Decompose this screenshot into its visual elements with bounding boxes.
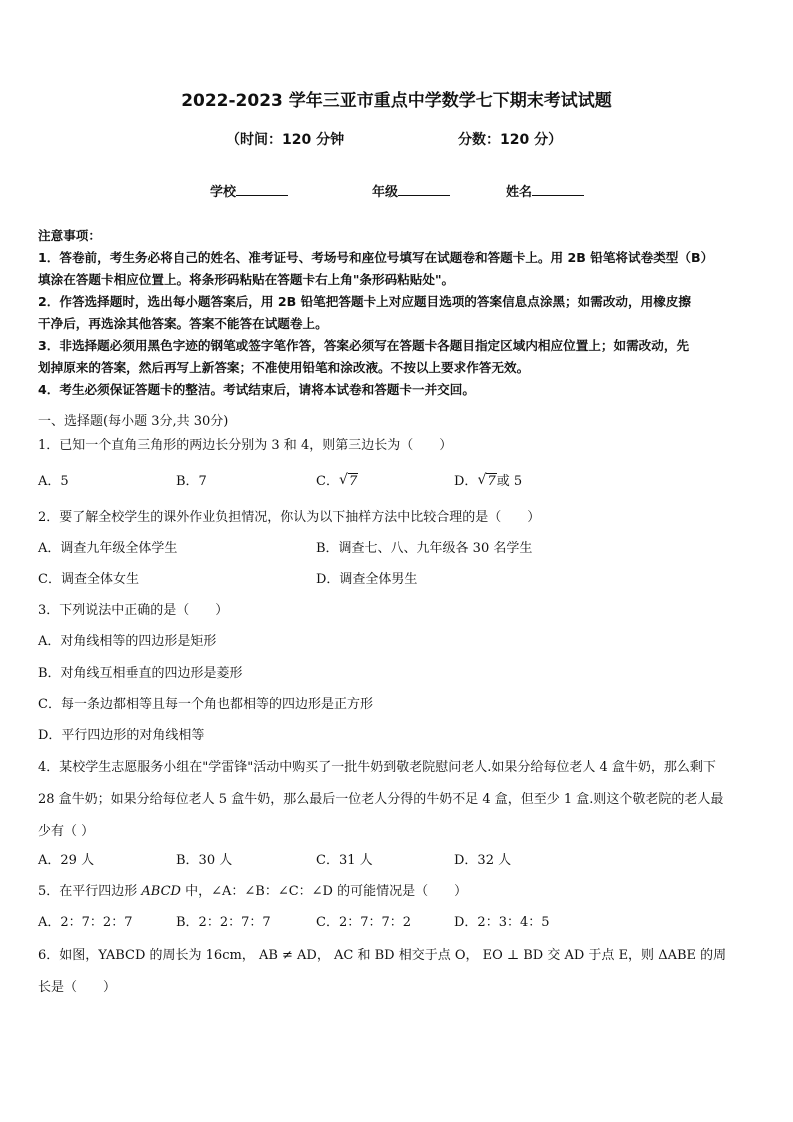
question-5-stem [38, 882, 467, 902]
sqrt-symbol: √ 7 [477, 472, 496, 489]
q1-option-d-suffix: 或 5 [496, 474, 523, 489]
q5-option-a: A．2：7：2：7 [38, 915, 133, 930]
q1-option-d-radicand: 7 [487, 474, 496, 489]
q3-option-b: B．对角线互相垂直的四边形是菱形 [38, 666, 243, 681]
notes-heading: 注意事项： [38, 228, 101, 243]
section-title: 一、选择题(每小题 3分,共 30分) [38, 414, 229, 429]
note-line: 1．答卷前，考生务必将自己的姓名、准考证号、考场号和座位号填写在试题卷和答题卡上。用 2B 铅笔将试卷类型（B） [38, 250, 714, 265]
q4-option-d: D．32 人 [454, 853, 512, 868]
name-blank [532, 183, 584, 196]
q4-option-a: A．29 人 [38, 853, 95, 868]
q5-stem-end: 的可能情况是（ ） [332, 884, 468, 899]
note-line: 4．考生必须保证答题卡的整洁。考试结束后，请将本试卷和答题卡一并交回。 [38, 382, 475, 397]
q3-option-a: A．对角线相等的四边形是矩形 [38, 634, 217, 649]
note-line: 3．非选择题必须用黑色字迹的钢笔或签字笔作答，答案必须写在答题卡各题目指定区域内相应位置上；如需改动，先 [38, 338, 690, 353]
name-label: 姓名 [506, 185, 533, 200]
q1-option-d-prefix: D． [454, 474, 478, 489]
q2-option-d: D．调查全体男生 [316, 572, 418, 587]
q5-option-b: B．2：2：7：7 [176, 915, 271, 930]
q5-option-d: D．2：3：4：5 [454, 915, 550, 930]
q1-option-a: A．5 [38, 474, 69, 489]
q2-option-b: B．调查七、八、九年级各 30 名学生 [316, 541, 533, 556]
q4-line: 4．某校学生志愿服务小组在"学雷锋"活动中购买了一批牛奶到敬老院慰问老人.如果分给每位老人 4 盒牛奶，那么剩下 [38, 760, 716, 775]
q6-line: 长是（ ） [38, 980, 117, 995]
grade-field [372, 181, 450, 200]
q6-line: 6．如图，YABCD 的周长为 16cm， AB ≠ AD， AC 和 BD 相交于点 O， EO ⊥ BD 交 AD 于点 E，则 ΔABE 的周 [38, 948, 727, 963]
q5-stem-text: 5．在平行四边形 [38, 884, 142, 899]
q4-option-b: B．30 人 [176, 853, 233, 868]
note-line: 划掉原来的答案，然后再写上新答案；不准使用铅笔和涂改液。不按以上要求作答无效。 [38, 360, 530, 375]
school-blank [236, 183, 288, 196]
question-3-stem: 3．下列说法中正确的是（ ） [38, 603, 229, 618]
q1-option-c-prefix: C． [316, 474, 339, 489]
school-field [210, 181, 288, 200]
name-field [506, 181, 584, 200]
grade-label: 年级 [372, 185, 399, 200]
q5-stem-math: ABCD [141, 884, 181, 899]
q1-option-c-radicand: 7 [348, 474, 358, 489]
exam-title: 2022-2023 学年三亚市重点中学数学七下期末考试试题 [181, 91, 612, 111]
school-label: 学校 [210, 185, 237, 200]
q2-option-c: C．调查全体女生 [38, 572, 139, 587]
exam-time: （时间：120 分钟 [226, 132, 345, 148]
q3-option-c: C．每一条边都相等且每一个角也都相等的四边形是正方形 [38, 697, 373, 712]
sqrt-symbol: √ 7 [338, 472, 358, 489]
note-line: 填涂在答题卡相应位置上。将条形码粘贴在答题卡右上角"条形码粘贴处"。 [38, 272, 455, 287]
question-2-stem: 2．要了解全校学生的课外作业负担情况，你认为以下抽样方法中比较合理的是（ ） [38, 510, 541, 525]
q5-stem-angles: 中，∠A：∠B：∠C：∠D [180, 884, 333, 899]
grade-blank [398, 183, 450, 196]
q2-option-a: A．调查九年级全体学生 [38, 541, 178, 556]
exam-score: 分数：120 分） [458, 132, 563, 148]
question-1-stem: 1．已知一个直角三角形的两边长分别为 3 和 4，则第三边长为（ ） [38, 438, 453, 453]
question-4-stem [38, 752, 758, 848]
q1-option-c [316, 472, 358, 492]
note-line: 2．作答选择题时，选出每小题答案后，用 2B 铅笔把答题卡上对应题目选项的答案信息点涂黑；如需改动，用橡皮擦 [38, 294, 691, 309]
q1-option-b: B．7 [176, 474, 207, 489]
exam-notes [38, 225, 758, 401]
q1-option-d [454, 472, 522, 492]
question-6-stem [38, 940, 758, 1004]
q5-option-c: C．2：7：7：2 [316, 915, 412, 930]
note-line: 干净后，再选涂其他答案。答案不能答在试题卷上。 [38, 316, 328, 331]
q4-line: 少有（ ） [38, 824, 95, 839]
q3-option-d: D．平行四边形的对角线相等 [38, 728, 205, 743]
q4-option-c: C．31 人 [316, 853, 373, 868]
q4-line: 28 盒牛奶；如果分给每位老人 5 盒牛奶，那么最后一位老人分得的牛奶不足 4 盒，但至少 1 盒.则这个敬老院的老人最 [38, 792, 724, 807]
